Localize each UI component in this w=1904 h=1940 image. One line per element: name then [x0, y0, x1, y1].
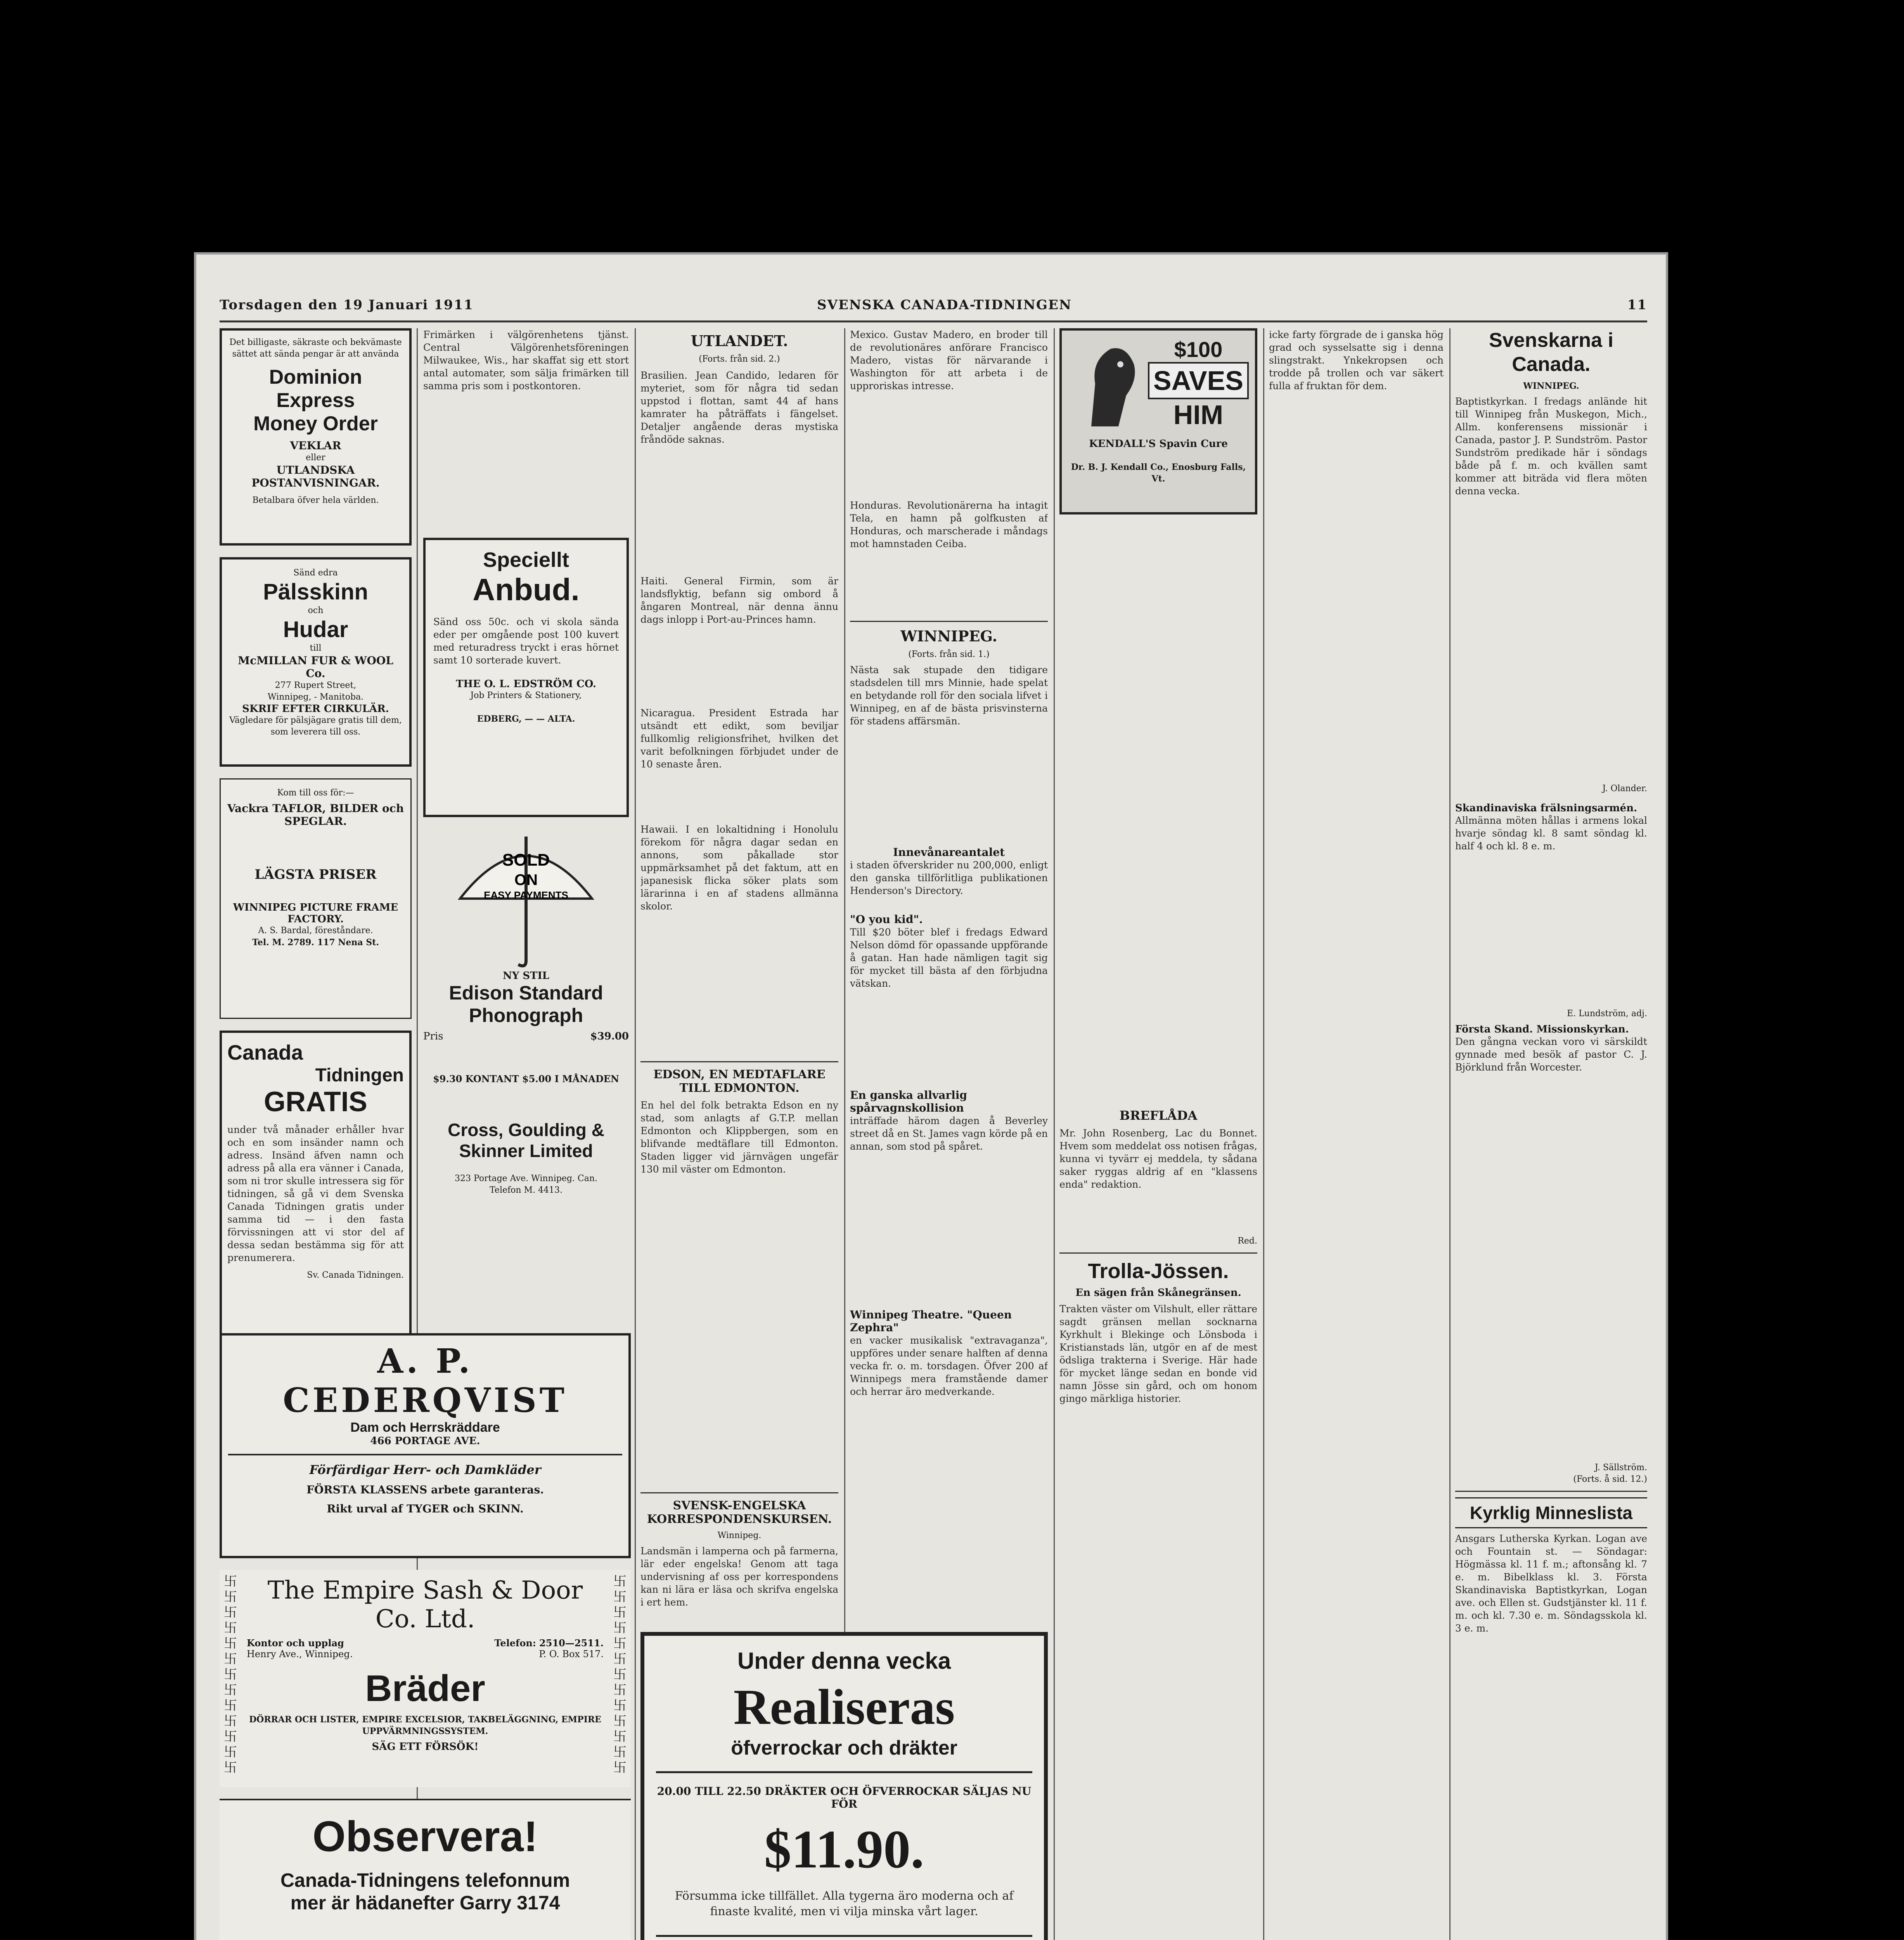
ad-line: Job Printers & Stationery, [470, 691, 582, 700]
ad-title: Phonograph [469, 1005, 583, 1026]
ad-address: 466 PORTAGE AVE. [370, 1435, 480, 1447]
ad-title: Tidningen [315, 1065, 404, 1086]
ad-line: eller [306, 453, 325, 462]
ad-company: Skinner Limited [459, 1141, 593, 1161]
ad-line: Sänd edra [293, 568, 338, 578]
separator [1059, 1252, 1257, 1254]
observera-notice [220, 1799, 631, 1940]
ad-intro: Det billigaste, säkraste och bekvämaste sättet att sända pengar är att använda [229, 338, 402, 359]
article-body: icke farty förgrade de i ganska hög grad och sysselsatte sig i denna slingstrakt. Ynkekropsen och trodde på trollen och var säkert fulla af fruktan för dem. [1269, 329, 1444, 391]
ad-line: Rikt urval af TYGER och SKINN. [327, 1502, 524, 1515]
umbrella-illustration [452, 829, 600, 968]
continuation-note: (Forts. å sid. 12.) [1573, 1474, 1647, 1484]
article-body: Trakten väster om Vilshult, eller rättare sagdt gränsen mellan socknarna Kyrkhult i Blekinge och Lönsboda i Kristianstads län, utgör en af de mest ödsliga trakterna i Sverige. Här hade för mycket länge sedan en bonde vid namn Jösse sin gård, och om honom gingo märkliga historier. [1059, 1303, 1257, 1404]
article-signature: E. Lundström, adj. [1567, 1009, 1647, 1018]
article-body: En hel del folk betrakta Edson en ny stad, som anlagts af G.T.P. mellan Edmonton och Klippbergen, som en blifvande medtäflare till Edmonton. Staden ligger vid järnvägen ungefär 130 mil väster om Edmonton. [640, 1100, 838, 1175]
ad-line: Kom till oss för:— [277, 788, 354, 798]
kendall-ad [1059, 328, 1257, 514]
ad-line: UTLANDSKA POSTANVISNINGAR. [251, 464, 380, 489]
header-date: Torsdagen den 19 Januari 1911 [220, 297, 474, 313]
ad-company: THE O. L. EDSTRÖM CO. [456, 678, 596, 690]
ad-title: Under denna vecka [737, 1648, 951, 1674]
ad-address: Henry Ave., Winnipeg. [247, 1649, 353, 1659]
section-subheading: (Forts. från sid. 2.) [699, 354, 780, 364]
ad-company: McMILLAN FUR & WOOL Co. [238, 654, 393, 680]
notice-title: Observera! [312, 1813, 538, 1860]
article-body: Brasilien. Jean Candido, ledaren för myteriet, som för några tid sedan uppstod i flottan, samt 44 af hans kamrater ha påträffats i fängelset. Detaljer angående deras mystiska fråndöde saknas. [640, 370, 838, 445]
ad-price: $11.90. [764, 1819, 924, 1879]
price-label: Pris [423, 1031, 443, 1042]
section-heading: UTLANDET. [691, 332, 788, 350]
ad-company: WINNIPEG PICTURE FRAME FACTORY. [233, 902, 398, 925]
column-2 [423, 328, 629, 1283]
article-body: Nästa sak stupade den tidigare stadsdelen till mrs Minnie, hade spelat en betydande roll för den sociala lifvet i Winnipeg, en af de bästa prisvinsterna för stadens affärsmän. [850, 664, 1048, 727]
ad-offer: 20.00 TILL 22.50 DRÄKTER OCH ÖFVERROCKAR SÄLJAS NU FÖR [657, 1785, 1032, 1810]
article-body: Mexico. Gustav Madero, en broder till de revolutionäres anförare Francisco Madero, vistas för närvarande i Washington för att arbeta i de upproriskas intresse. [850, 329, 1048, 391]
ad-headline: Realiseras [733, 1679, 955, 1735]
dominion-express-ad [220, 328, 412, 546]
article-body: en vacker musikalisk "extravaganza", uppföres under senare halften af denna vecka fr. o. m. torsdagen. Öfver 200 af Winnipegs mera framstående damer och herrar äro medverkande. [850, 1335, 1048, 1397]
section-heading: WINNIPEG. [900, 627, 997, 645]
ad-body: Sänd oss 50c. och vi skola sända eder per omgående post 100 kuvert med returadress tryckt i eras hörnet samt 10 sorterade kuvert. [433, 616, 619, 666]
newspaper-page [194, 252, 1668, 1940]
article-heading: "O you kid". [850, 913, 923, 926]
header-rule [220, 320, 1647, 322]
section-heading: EDSON, EN MEDTAFLARE TILL EDMONTON. [653, 1068, 826, 1095]
ad-address: P. O. Box 517. [539, 1649, 604, 1659]
ad-line: A. S. Bardal, föreståndare. [258, 926, 373, 935]
article-body: Den gångna veckan voro vi särskildt gynnade med besök af pastor C. J. Björklund från Worcester. [1455, 1036, 1647, 1073]
ad-address: Dr. B. J. Kendall Co., Enosburg Falls, Vt. [1071, 462, 1246, 484]
ad-subtitle: öfverrockar och dräkter [731, 1737, 957, 1759]
section-heading: BREFLÅDA [1119, 1108, 1198, 1123]
empire-sash-ad [220, 1570, 631, 1787]
picture-frame-ad [220, 778, 412, 1019]
section-heading: SVENSK-ENGELSKA KORRESPONDENSKURSEN. [647, 1499, 832, 1526]
column-6 [1269, 328, 1444, 1940]
column-divider [1263, 328, 1264, 1940]
article-body: Ansgars Lutherska Kyrkan. Logan ave och Fountain st. — Söndagar: Högmässa kl. 11 f. m.; aftonsång kl. 7 e. m. Bibelklass kl. 3. Första Skandinaviska Baptistkyrkan, Logan ave. och Ellen st. Gudstjänster kl. 11 f. m. och kl. 7.30 e. m. Söndagsskola kl. 3 e. m. [1455, 1533, 1647, 1634]
ad-line: $9.30 KONTANT $5.00 I MÅNADEN [433, 1073, 619, 1084]
ad-title: Dominion Express [269, 366, 362, 412]
header-title: SVENSKA CANADA-TIDNINGEN [817, 297, 1072, 313]
header-page-number: 11 [1627, 297, 1647, 313]
article-heading: Winnipeg Theatre. "Queen Zephra" [850, 1308, 1012, 1334]
ad-subtitle: Money Order [253, 412, 378, 435]
column-1 [220, 328, 412, 1426]
column-3 [640, 328, 838, 1785]
section-subheading: (Forts. från sid. 1.) [908, 650, 990, 659]
ad-title: Anbud. [473, 572, 580, 607]
ad-line: Kontor och upplag [247, 1637, 344, 1649]
ad-line: NY STIL [503, 970, 549, 982]
umbrella-text: EASY PAYMENTS [484, 889, 568, 901]
ad-title: Edison Standard [449, 982, 603, 1004]
notice-line: mer är hädanefter Garry 3174 [290, 1892, 560, 1914]
separator [640, 1061, 838, 1062]
ad-signature: Sv. Canada Tidningen. [307, 1270, 404, 1280]
article-frimarken: Frimärken i välgörenhetens tjänst. Central Välgörenhetsföreningen Milwaukee, Wis., har skaffat sig ett stort antal automater, som sälja frimärken till samma pris som i postkontoren. [423, 329, 629, 391]
section-subheading: Winnipeg. [717, 1531, 762, 1540]
section-heading: Kyrklig Minneslista [1455, 1497, 1647, 1528]
article-body: Nicaragua. President Estrada har utsändt ett edikt, som beviljar fullkomlig religionsfrihet, hvilken det varit befolkningen förbjudet under de 10 senaste åren. [640, 707, 838, 770]
column-7 [1455, 328, 1647, 1940]
border-ornament: 卐 卐 卐 卐 卐 卐 卐 卐 卐 卐 卐 卐 卐 [224, 1574, 237, 1775]
separator [850, 621, 1048, 622]
column-divider [1054, 328, 1055, 1940]
article-body: Till $20 böter blef i fredags Edward Nelson dömd för opassande uppförande å gatan. Han hade nämligen tagit sig för mycket till bästa af den förbjudna vätskan. [850, 927, 1048, 989]
ad-line: FÖRSTA KLASSENS arbete garanteras. [306, 1483, 544, 1496]
article-body: inträffade härom dagen å Beverley street då en St. James vagn körde på en annan, som stod på spåret. [850, 1115, 1048, 1152]
article-title: Trolla-Jössen. [1088, 1259, 1229, 1283]
article-heading: Skandinaviska frälsningsarmén. [1455, 802, 1637, 814]
article-heading: En ganska allvarlig spårvagnskollision [850, 1089, 968, 1114]
ad-title: SAVES [1148, 362, 1249, 399]
ad-title: The Empire Sash & Door Co. Ltd. [267, 1576, 583, 1633]
pelsskinn-ad [220, 557, 412, 767]
ad-title: Bräder [365, 1668, 485, 1709]
article-signature: Red. [1238, 1236, 1257, 1246]
price-row [423, 1031, 629, 1042]
cederqvist-ad [220, 1333, 631, 1558]
article-signature: J. Olander. [1602, 784, 1647, 793]
article-signature: J. Sällström. [1594, 1463, 1647, 1472]
ad-body: under två månader erhåller hvar och en som insänder namn och adress. Insänd äfven namn och adress på alla era vänner i Canada, som ni tror skulle intressera sig för tidningen, så gå vi dem Svenska Canada Tidningen gratis under samma tid — i den fasta förvissningen att vi stor del af dessa sedan bestämma sig för att prenumerera. [227, 1124, 404, 1263]
ad-title: GRATIS [264, 1086, 367, 1117]
article-body: Allmänna möten hållas i armens lokal hvarje söndag kl. 8 samt söndag kl. half 4 och kl. 8 e. m. [1455, 815, 1647, 852]
palace-clothing-ad [640, 1632, 1048, 1940]
ad-company: Cross, Goulding & [448, 1120, 604, 1140]
border-ornament: 卐 卐 卐 卐 卐 卐 卐 卐 卐 卐 卐 卐 卐 [613, 1574, 627, 1775]
ad-address: 323 Portage Ave. Winnipeg. Can. [454, 1174, 598, 1183]
ad-title: Pälsskinn [263, 579, 368, 605]
phonograph-ad [423, 829, 629, 1283]
ad-line: till [310, 643, 322, 653]
price-value: $39.00 [590, 1031, 629, 1042]
ad-title: A. P. CEDERQVIST [283, 1342, 568, 1420]
ad-title: Hudar [283, 617, 348, 642]
ad-subtitle: Dam och Herrskräddare [350, 1420, 500, 1435]
ad-line: SKRIF EFTER CIRKULÄR. [242, 703, 389, 715]
article-heading: Första Skand. Missionskyrkan. [1455, 1024, 1629, 1035]
ad-phone: Telefon: 2510—2511. [494, 1637, 604, 1649]
column-divider [635, 328, 636, 1940]
ad-title: HIM [1173, 400, 1224, 430]
ad-title: Speciellt [483, 548, 569, 572]
ad-company: KENDALL'S Spavin Cure [1089, 438, 1228, 450]
ad-line: SÄG ETT FÖRSÖK! [372, 1741, 479, 1753]
article-body: Baptistkyrkan. I fredags anlände hit till Winnipeg från Muskegon, Mich., Allm. konferensens missionär i Canada, pastor J. P. Sundström. Pastor Sundström predikade här i söndags både på f. m. och kvällen samt kommer att biträda vid flera möten denna vecka. [1455, 396, 1647, 497]
article-body: i staden öfverskrider nu 200,000, enligt den ganska tillförlitliga publikationen Henderson's Directory. [850, 859, 1048, 896]
ad-line: Förfärdigar Herr- och Damkläder [309, 1462, 541, 1477]
ad-line: Vackra TAFLOR, BILDER och SPEGLAR. [227, 802, 404, 828]
ad-phone: Telefon M. 4413. [489, 1185, 563, 1195]
horse-head-illustration [1068, 337, 1146, 430]
article-body: Honduras. Revolutionärerna ha intagit Tela, en hamn på golfkusten af Honduras, och marscherade i måndags mot hamnstaden Ceiba. [850, 500, 1048, 549]
column-4 [850, 328, 1048, 1462]
anbud-ad [423, 538, 629, 817]
ad-line: VEKLAR [290, 439, 341, 452]
article-body: Mr. John Rosenberg, Lac du Bonnet. Hvem som meddelat oss notisen frågas, kunna vi tyvärr ej meddela, ty sådana saker ryggas aldrig af en "klassens enda" redaktion. [1059, 1128, 1257, 1190]
article-subtitle: En sägen från Skånegränsen. [1075, 1287, 1241, 1299]
article-body: Haiti. General Firmin, som är landsflyktig, befann sig ombord å ångaren Montreal, när denna ännu dags inlopp i Port-au-Princes hamn. [640, 575, 838, 625]
page-header [220, 297, 1647, 317]
column-divider [1449, 328, 1451, 1940]
umbrella-text: SOLD [502, 850, 550, 870]
ad-body: Försumma icke tillfället. Alla tygerna äro moderna och af finaste kvalité, men vi vilja minska vårt lager. [675, 1889, 1014, 1918]
column-5 [1059, 328, 1257, 1940]
ad-price: $100 [1174, 337, 1223, 362]
ad-address: Tel. M. 2789. 117 Nena St. [252, 937, 379, 947]
ad-line: DÖRRAR OCH LISTER, EMPIRE EXCELSIOR, TAKBELÄGGNING, EMPIRE UPPVÄRMNINGSSYSTEM. [249, 1715, 601, 1736]
section-heading: Svenskarna i Canada. [1489, 329, 1613, 376]
article-heading: Innevånareantalet [893, 846, 1005, 859]
article-body: Hawaii. I en lokaltidning i Honolulu förekom för några dagar sedan en annons, som påkallade stor uppmärksamhet på det faktum, att en japanesisk flicka söker plats som lärarinna i en af stadens allmänna skolor. [640, 824, 838, 912]
ad-address: Winnipeg, - Manitoba. [267, 692, 364, 702]
ad-address: EDBERG, — — ALTA. [477, 714, 575, 724]
ad-address: 277 Rupert Street, [275, 681, 357, 690]
ad-line: LÄGSTA PRISER [254, 867, 377, 882]
section-subheading: WINNIPEG. [1523, 381, 1579, 391]
separator [640, 1492, 838, 1493]
ad-footer: Betalbara öfver hela världen. [252, 495, 379, 505]
separator [1455, 1491, 1647, 1492]
ad-footer: Vägledare för pälsjägare gratis till dem, som leverera till oss. [229, 715, 402, 737]
article-body: Landsmän i lamperna och på farmerna, lär eder engelska! Genom att taga undervisning af oss per korrespondens kan ni lära er läsa och skrifva engelska i ert hem. [640, 1545, 838, 1608]
umbrella-text: ON [514, 871, 538, 889]
notice-line: Canada-Tidningens telefonnum [280, 1869, 570, 1891]
article-body [1059, 522, 1257, 1104]
ad-title: Canada [227, 1041, 303, 1064]
ad-line: och [308, 606, 324, 615]
